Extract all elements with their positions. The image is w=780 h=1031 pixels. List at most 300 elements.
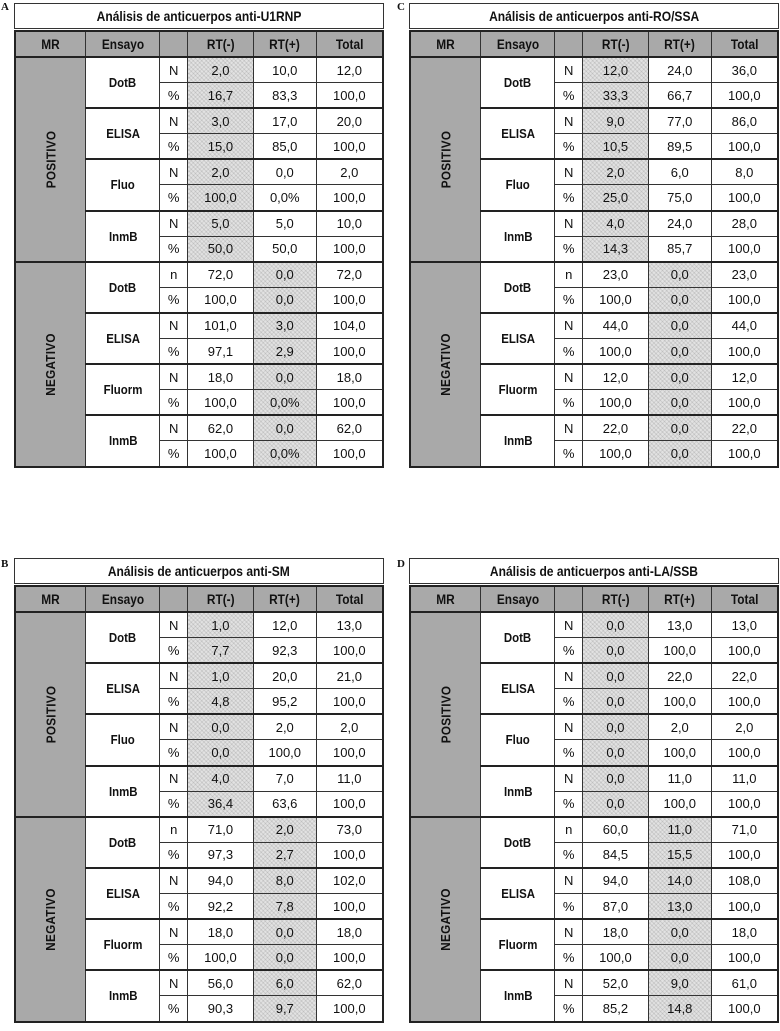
total-cell-text: 2,0: [340, 719, 359, 735]
rt-neg-cell: [188, 339, 254, 365]
rt-neg-cell-text: 15,0: [207, 138, 234, 154]
unit-cell: [160, 415, 188, 441]
total-cell-text: 100,0: [728, 745, 761, 761]
unit-cell-text: N: [169, 164, 179, 180]
total-cell-text: 13,0: [336, 617, 362, 633]
rt-pos-cell: [253, 134, 316, 160]
total-cell: [316, 262, 383, 288]
rt-neg-cell-text: 18,0: [207, 369, 234, 385]
rt-neg-cell-text: 22,0: [602, 420, 629, 436]
rt-pos-cell: [648, 868, 711, 894]
group-label-text: NEGATIVO: [43, 332, 59, 396]
rt-pos-cell: [648, 57, 711, 83]
assay-label-text: InmB: [503, 433, 533, 449]
total-cell: [316, 970, 383, 996]
rt-neg-cell: [583, 159, 649, 185]
total-cell: [316, 108, 383, 134]
unit-cell: [555, 287, 583, 313]
col-header-rt-neg: [188, 586, 254, 612]
rt-pos-cell: [648, 236, 711, 262]
rt-pos-cell-text: 100,0: [663, 642, 697, 658]
rt-pos-cell-text: 24,0: [667, 216, 693, 232]
total-cell-text: 100,0: [333, 343, 366, 359]
rt-neg-cell-text: 25,0: [602, 190, 629, 206]
rt-neg-cell: [188, 57, 254, 83]
col-header-rt-pos-text: RT(+): [664, 36, 696, 52]
rt-neg-cell-text: 100,0: [204, 190, 237, 206]
rt-pos-cell: [648, 791, 711, 817]
group-label: [15, 817, 86, 1022]
total-cell-text: 62,0: [336, 420, 362, 436]
unit-cell: [160, 740, 188, 766]
unit-cell-text: %: [562, 796, 575, 812]
unit-cell-text: N: [169, 318, 179, 334]
header-row: [15, 586, 383, 612]
rt-neg-cell-text: 1,0: [211, 668, 230, 684]
group-label: [15, 57, 86, 262]
unit-cell-text: N: [169, 719, 179, 735]
rt-pos-cell-text: 0,0: [275, 949, 294, 965]
rt-neg-cell-text: 9,0: [606, 113, 625, 129]
col-header-rt-pos: [648, 586, 711, 612]
unit-cell: [160, 159, 188, 185]
unit-cell: [555, 842, 583, 868]
assay-label-text: InmB: [108, 988, 138, 1004]
col-header-mr-text: MR: [41, 36, 60, 52]
unit-cell: [555, 236, 583, 262]
total-cell-text: 18,0: [336, 369, 362, 385]
rt-pos-cell-text: 13,0: [667, 617, 693, 633]
unit-cell-text: %: [167, 343, 180, 359]
total-cell-text: 100,0: [333, 949, 366, 965]
rt-neg-cell-text: 50,0: [207, 241, 234, 257]
total-cell: [711, 638, 778, 664]
rt-pos-cell: [253, 211, 316, 237]
assay-label-text: ELISA: [106, 331, 140, 347]
unit-cell-text: %: [562, 745, 575, 761]
rt-pos-cell: [253, 364, 316, 390]
rt-pos-cell: [648, 919, 711, 945]
total-cell-text: 100,0: [728, 343, 761, 359]
rt-pos-cell: [648, 159, 711, 185]
rt-neg-cell: [583, 817, 649, 843]
total-cell: [711, 262, 778, 288]
rt-pos-cell: [648, 108, 711, 134]
col-header-rt-neg: [583, 586, 649, 612]
rt-neg-cell-text: 84,5: [602, 847, 629, 863]
assay-label-text: InmB: [503, 783, 533, 799]
table-row: [15, 817, 383, 843]
rt-neg-cell: [583, 57, 649, 83]
rt-pos-cell-text: 3,0: [275, 318, 294, 334]
unit-cell-text: %: [562, 241, 575, 257]
total-cell: [316, 740, 383, 766]
unit-cell: [160, 766, 188, 792]
unit-cell: [555, 390, 583, 416]
total-cell: [711, 364, 778, 390]
rt-neg-cell-text: 56,0: [207, 975, 234, 991]
col-header-assay: [481, 586, 555, 612]
rt-neg-cell: [583, 415, 649, 441]
rt-pos-cell-text: 0,0: [670, 445, 689, 461]
rt-neg-cell-text: 0,0: [606, 668, 625, 684]
unit-cell-text: %: [167, 87, 180, 103]
rt-neg-cell-text: 92,2: [207, 898, 234, 914]
total-cell-text: 72,0: [336, 267, 362, 283]
unit-cell: [555, 945, 583, 971]
total-cell: [316, 689, 383, 715]
total-cell: [316, 415, 383, 441]
group-label: [410, 817, 481, 1022]
rt-neg-cell: [583, 236, 649, 262]
rt-neg-cell-text: 1,0: [211, 617, 230, 633]
rt-pos-cell: [253, 287, 316, 313]
rt-pos-cell-text: 13,0: [667, 898, 693, 914]
total-cell-text: 100,0: [333, 241, 366, 257]
rt-pos-cell: [253, 689, 316, 715]
rt-pos-cell: [648, 211, 711, 237]
rt-pos-cell: [253, 339, 316, 365]
total-cell: [316, 339, 383, 365]
unit-cell: [160, 441, 188, 467]
rt-pos-cell: [253, 894, 316, 920]
rt-neg-cell-text: 7,7: [211, 642, 230, 658]
rt-neg-cell: [188, 689, 254, 715]
panel-title: Análisis de anticuerpos anti-SM: [14, 558, 384, 584]
rt-pos-cell-text: 11,0: [667, 822, 692, 838]
rt-neg-cell: [188, 740, 254, 766]
unit-cell-text: n: [565, 267, 573, 283]
assay-label-text: Fluorm: [498, 937, 538, 953]
unit-cell-text: n: [170, 267, 178, 283]
total-cell: [711, 57, 778, 83]
rt-neg-cell: [188, 868, 254, 894]
rt-neg-cell: [583, 262, 649, 288]
rt-neg-cell: [188, 970, 254, 996]
assay-label: [86, 612, 160, 663]
unit-cell: [160, 339, 188, 365]
rt-neg-cell: [188, 159, 254, 185]
assay-label: [481, 868, 555, 919]
rt-pos-cell: [648, 766, 711, 792]
rt-neg-cell-text: 4,8: [211, 693, 230, 709]
col-header-total-text: Total: [730, 36, 759, 52]
col-header-assay-text: Ensayo: [496, 36, 539, 52]
assay-label: [86, 714, 160, 765]
rt-pos-cell: [253, 313, 316, 339]
unit-cell: [160, 714, 188, 740]
rt-pos-cell: [648, 441, 711, 467]
rt-pos-cell-text: 0,0: [275, 164, 294, 180]
panel-label: D: [397, 558, 405, 570]
rt-neg-cell-text: 2,0: [606, 164, 625, 180]
rt-pos-cell: [253, 262, 316, 288]
total-cell: [316, 236, 383, 262]
rt-pos-cell-text: 0,0: [670, 343, 689, 359]
rt-neg-cell: [583, 185, 649, 211]
rt-pos-cell-text: 100,0: [663, 745, 697, 761]
rt-pos-cell: [648, 970, 711, 996]
total-cell: [316, 663, 383, 689]
panel-title: Análisis de anticuerpos anti-U1RNP: [14, 3, 384, 29]
unit-cell-text: N: [564, 164, 574, 180]
total-cell: [316, 57, 383, 83]
total-cell-text: 102,0: [333, 873, 366, 889]
col-header-unit: [160, 31, 188, 57]
assay-label: [481, 714, 555, 765]
total-cell: [711, 817, 778, 843]
assay-label: [86, 262, 160, 313]
total-cell: [316, 83, 383, 109]
total-cell: [711, 766, 778, 792]
rt-pos-cell-text: 100,0: [663, 693, 697, 709]
group-label-text: POSITIVO: [438, 130, 454, 189]
rt-neg-cell-text: 33,3: [602, 87, 629, 103]
unit-cell-text: %: [562, 394, 575, 410]
rt-neg-cell: [583, 313, 649, 339]
results-table: [14, 585, 384, 1023]
rt-neg-cell-text: 4,0: [606, 216, 625, 232]
total-cell-text: 100,0: [728, 949, 761, 965]
rt-neg-cell-text: 0,0: [606, 796, 625, 812]
col-header-rt-neg-text: RT(-): [601, 591, 630, 607]
rt-pos-cell-text: 15,5: [667, 847, 693, 863]
unit-cell-text: N: [169, 62, 179, 78]
rt-neg-cell: [583, 211, 649, 237]
col-header-total: [316, 31, 383, 57]
unit-cell: [555, 996, 583, 1022]
rt-pos-cell-text: 10,0: [272, 62, 298, 78]
rt-neg-cell: [583, 945, 649, 971]
col-header-rt-pos-text: RT(+): [269, 591, 301, 607]
rt-pos-cell: [253, 108, 316, 134]
rt-neg-cell: [188, 415, 254, 441]
total-cell-text: 100,0: [333, 796, 366, 812]
assay-label-text: ELISA: [501, 681, 535, 697]
unit-cell-text: n: [170, 822, 178, 838]
col-header-rt-neg-text: RT(-): [206, 36, 235, 52]
unit-cell: [555, 415, 583, 441]
col-header-rt-neg-text: RT(-): [601, 36, 630, 52]
rt-pos-cell-text: 0,0: [670, 267, 689, 283]
col-header-total: [711, 31, 778, 57]
rt-neg-cell: [188, 663, 254, 689]
total-cell: [711, 211, 778, 237]
rt-pos-cell-text: 0,0: [670, 318, 689, 334]
rt-neg-cell-text: 90,3: [207, 1000, 234, 1016]
unit-cell: [555, 339, 583, 365]
panel-label: C: [397, 1, 405, 13]
unit-cell-text: N: [564, 924, 574, 940]
rt-neg-cell-text: 16,7: [207, 87, 234, 103]
rt-pos-cell-text: 0,0: [670, 369, 689, 385]
unit-cell: [160, 57, 188, 83]
rt-neg-cell: [188, 134, 254, 160]
rt-neg-cell-text: 87,0: [602, 898, 629, 914]
table-row: [15, 612, 383, 638]
unit-cell: [160, 868, 188, 894]
total-cell-text: 100,0: [333, 693, 366, 709]
col-header-rt-pos: [253, 586, 316, 612]
assay-label: [481, 211, 555, 262]
rt-neg-cell: [188, 313, 254, 339]
rt-pos-cell-text: 6,0: [670, 164, 689, 180]
total-cell: [316, 842, 383, 868]
total-cell: [316, 134, 383, 160]
rt-neg-cell: [188, 83, 254, 109]
unit-cell-text: N: [169, 617, 179, 633]
assay-label: [86, 919, 160, 970]
rt-neg-cell-text: 12,0: [602, 62, 629, 78]
col-header-assay: [481, 31, 555, 57]
unit-cell: [555, 262, 583, 288]
col-header-unit: [555, 31, 583, 57]
unit-cell: [160, 663, 188, 689]
rt-neg-cell: [583, 134, 649, 160]
unit-cell-text: %: [167, 292, 180, 308]
total-cell: [711, 415, 778, 441]
unit-cell-text: N: [169, 668, 179, 684]
unit-cell: [160, 945, 188, 971]
unit-cell-text: %: [167, 241, 180, 257]
rt-pos-cell: [648, 689, 711, 715]
col-header-assay-text: Ensayo: [101, 591, 144, 607]
group-label-text: POSITIVO: [43, 130, 59, 189]
table-row: [410, 57, 778, 83]
total-cell: [316, 313, 383, 339]
header-row: [410, 586, 778, 612]
total-cell: [711, 894, 778, 920]
results-table: [409, 30, 779, 468]
rt-neg-cell: [583, 339, 649, 365]
rt-neg-cell-text: 97,3: [207, 847, 234, 863]
total-cell: [711, 612, 778, 638]
rt-neg-cell-text: 0,0: [606, 617, 625, 633]
total-cell-text: 18,0: [731, 924, 757, 940]
unit-cell-text: N: [169, 216, 179, 232]
rt-neg-cell: [188, 842, 254, 868]
rt-neg-cell-text: 100,0: [599, 445, 632, 461]
col-header-mr: [410, 31, 481, 57]
total-cell: [711, 159, 778, 185]
unit-cell-text: %: [562, 292, 575, 308]
col-header-mr-text: MR: [436, 36, 455, 52]
rt-pos-cell: [648, 996, 711, 1022]
col-header-total-text: Total: [335, 591, 364, 607]
assay-label-text: DotB: [109, 75, 137, 91]
rt-pos-cell: [648, 262, 711, 288]
rt-neg-cell: [188, 714, 254, 740]
unit-cell-text: N: [564, 668, 574, 684]
unit-cell-text: n: [565, 822, 573, 838]
unit-cell: [160, 364, 188, 390]
total-cell: [316, 894, 383, 920]
rt-pos-cell-text: 0,0: [275, 267, 294, 283]
unit-cell-text: N: [564, 719, 574, 735]
rt-neg-cell-text: 100,0: [599, 292, 632, 308]
rt-pos-cell-text: 85,7: [667, 241, 693, 257]
rt-pos-cell-text: 24,0: [667, 62, 693, 78]
rt-pos-cell: [253, 945, 316, 971]
rt-pos-cell-text: 22,0: [667, 668, 693, 684]
total-cell: [711, 390, 778, 416]
rt-pos-cell-text: 7,0: [275, 771, 294, 787]
rt-pos-cell-text: 95,2: [272, 693, 298, 709]
table-row: [15, 262, 383, 288]
rt-pos-cell-text: 17,0: [272, 113, 298, 129]
unit-cell: [160, 689, 188, 715]
rt-pos-cell-text: 75,0: [667, 190, 693, 206]
unit-cell: [555, 612, 583, 638]
unit-cell: [160, 211, 188, 237]
unit-cell: [555, 740, 583, 766]
rt-neg-cell: [188, 390, 254, 416]
rt-neg-cell-text: 100,0: [204, 394, 237, 410]
unit-cell: [160, 313, 188, 339]
rt-neg-cell-text: 4,0: [211, 771, 230, 787]
rt-pos-cell: [648, 287, 711, 313]
unit-cell: [160, 817, 188, 843]
total-cell-text: 100,0: [728, 898, 761, 914]
total-cell-text: 12,0: [336, 62, 362, 78]
assay-label-text: ELISA: [106, 886, 140, 902]
rt-pos-cell: [253, 817, 316, 843]
rt-pos-cell-text: 12,0: [272, 617, 298, 633]
col-header-mr-text: MR: [41, 591, 60, 607]
total-cell-text: 22,0: [731, 668, 757, 684]
unit-cell: [160, 919, 188, 945]
unit-cell-text: N: [564, 873, 574, 889]
total-cell-text: 18,0: [336, 924, 362, 940]
col-header-total: [316, 586, 383, 612]
unit-cell-text: N: [564, 420, 574, 436]
rt-neg-cell: [188, 185, 254, 211]
rt-pos-cell: [648, 894, 711, 920]
total-cell: [711, 714, 778, 740]
unit-cell-text: N: [169, 113, 179, 129]
total-cell: [711, 134, 778, 160]
total-cell-text: 61,0: [731, 975, 757, 991]
unit-cell: [555, 817, 583, 843]
unit-cell: [160, 791, 188, 817]
total-cell: [711, 185, 778, 211]
rt-pos-cell-text: 100,0: [268, 745, 302, 761]
group-label-text: NEGATIVO: [43, 887, 59, 951]
total-cell: [316, 211, 383, 237]
rt-neg-cell: [583, 612, 649, 638]
total-cell: [711, 236, 778, 262]
group-label: [410, 262, 481, 467]
unit-cell: [160, 638, 188, 664]
rt-neg-cell: [188, 766, 254, 792]
rt-neg-cell-text: 100,0: [204, 949, 237, 965]
total-cell: [316, 390, 383, 416]
assay-label: [481, 262, 555, 313]
total-cell: [711, 83, 778, 109]
unit-cell-text: %: [167, 138, 180, 154]
total-cell: [316, 817, 383, 843]
rt-pos-cell: [253, 441, 316, 467]
rt-neg-cell: [583, 919, 649, 945]
rt-pos-cell-text: 100,0: [663, 796, 697, 812]
rt-pos-cell: [253, 868, 316, 894]
rt-pos-cell: [648, 364, 711, 390]
rt-neg-cell: [583, 287, 649, 313]
rt-pos-cell: [648, 390, 711, 416]
rt-pos-cell-text: 14,8: [667, 1000, 693, 1016]
rt-pos-cell: [253, 612, 316, 638]
assay-label: [86, 415, 160, 466]
